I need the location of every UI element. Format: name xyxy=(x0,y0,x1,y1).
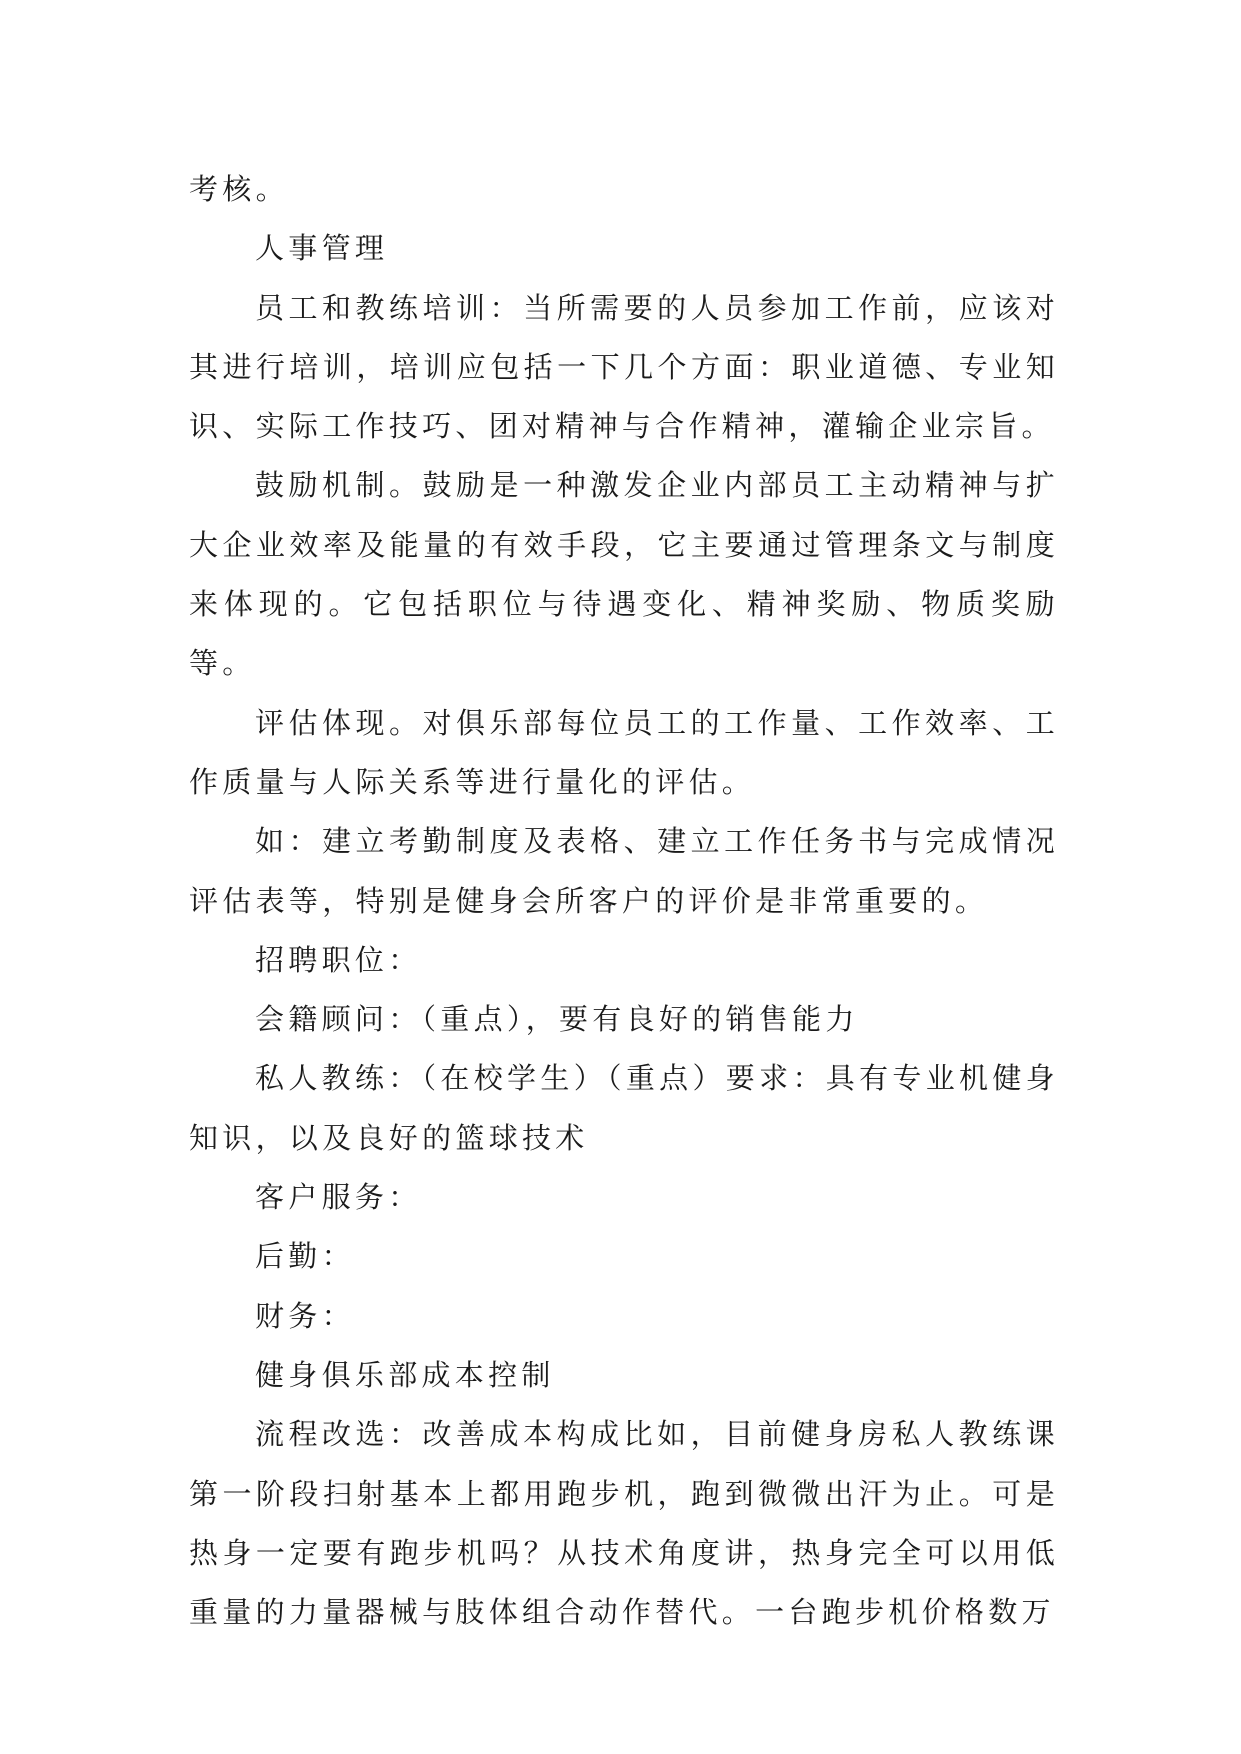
heading-personnel-management: 人事管理 xyxy=(255,231,389,266)
paragraph-incentive-mechanism: 鼓励机制。鼓励是一种激发企业内部员工主动精神与扩大企业效率及能量的有效手段，它主要通过管理条文与制度来体现的。它包括职位与待遇变化、精神奖励、物质奖励等。 xyxy=(189,468,1059,681)
list-item-customer-service: 客户服务： xyxy=(255,1180,422,1215)
paragraph-process-improvement: 流程改选：改善成本构成比如，目前健身房私人教练课第一阶段扫射基本上都用跑步机，跑到微微出汗为止。可是热身一定要有跑步机吗？从技术角度讲，热身完全可以用低重量的力量器械与肢体组合动作替代。一台跑步机价格数万 xyxy=(189,1417,1059,1630)
list-item-finance: 财务： xyxy=(255,1298,355,1333)
document-body xyxy=(189,160,1059,1642)
list-item-logistics: 后勤： xyxy=(255,1239,355,1274)
paragraph-evaluation: 评估体现。对俱乐部每位员工的工作量、工作效率、工作质量与人际关系等进行量化的评估。 xyxy=(189,705,1059,799)
paragraph-example: 如：建立考勤制度及表格、建立工作任务书与完成情况评估表等，特别是健身会所客户的评价是非常重要的。 xyxy=(189,824,1059,918)
heading-recruitment-positions: 招聘职位： xyxy=(255,942,422,977)
paragraph-1: 考核。 xyxy=(189,172,289,206)
list-item-membership-consultant: 会籍顾问：（重点），要有良好的销售能力 xyxy=(255,1002,859,1037)
paragraph-staff-training: 员工和教练培训：当所需要的人员参加工作前，应该对其进行培训，培训应包括一下几个方面：职业道德、专业知识、实际工作技巧、团对精神与合作精神，灌输企业宗旨。 xyxy=(189,290,1059,444)
heading-cost-control: 健身俱乐部成本控制 xyxy=(255,1357,555,1392)
list-item-personal-trainer: 私人教练：（在校学生）（重点）要求：具有专业机健身知识，以及良好的篮球技术 xyxy=(189,1061,1059,1155)
